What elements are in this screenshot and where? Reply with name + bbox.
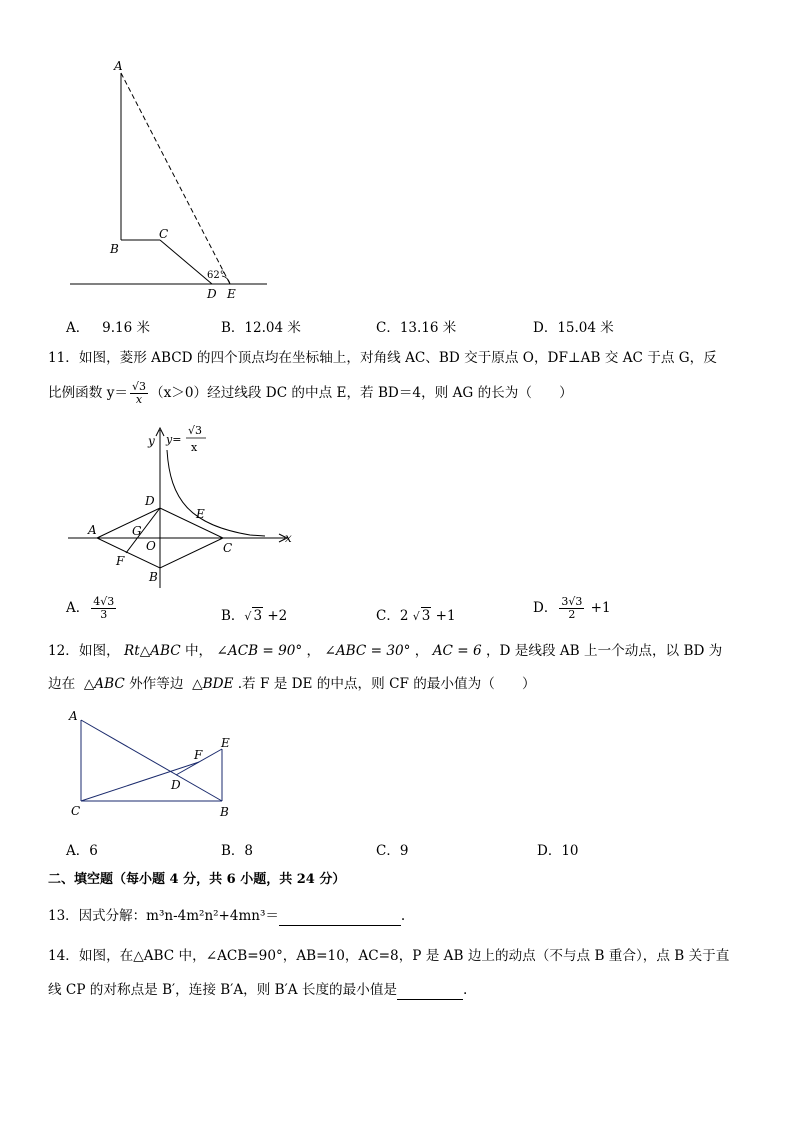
q12-option-a: A．6: [66, 843, 98, 859]
label-e: E: [221, 736, 230, 750]
label-a: A: [88, 523, 97, 537]
section-heading: 二、填空题（每小题 4 分，共 6 小题，共 24 分）: [48, 872, 346, 887]
q10-option-c: C．13.16 米: [376, 320, 457, 336]
label-f: F: [194, 748, 203, 762]
label-b: B: [149, 570, 158, 584]
label-y: y: [148, 434, 155, 448]
figure-q12: [60, 702, 250, 827]
segment-cf: [81, 762, 199, 801]
label-d: D: [145, 494, 155, 508]
label-e: E: [227, 287, 236, 301]
q10-option-b: B．12.04 米: [221, 320, 301, 336]
label-eq-num: √3: [188, 424, 203, 437]
segment-ae-dashed: [121, 73, 230, 284]
label-d: D: [171, 778, 181, 792]
q13-text: 13．因式分解：m³n-4m²n²+4mn³＝ .: [48, 908, 406, 924]
q11-inline-fraction: $\frac{√3}{x}$: [131, 380, 146, 406]
q11-option-c: C．2 √ 3 +1: [376, 608, 456, 624]
label-g: G: [132, 524, 142, 538]
q12-text-line2: 边在 △ABC 外作等边 △BDE .若 F 是 DE 的中点，则 CF 的最小值为（ ）: [48, 676, 536, 692]
label-b: B: [110, 242, 119, 256]
segment-cd: [160, 240, 212, 284]
label-c: C: [223, 541, 233, 555]
hyperbola: [167, 450, 265, 536]
q14-text-line2: 线 CP 的对称点是 B′，连接 B′A，则 B′A 长度的最小值是 .: [48, 982, 468, 998]
q12-text-line1: 12．如图， Rt△ABC 中， ∠ACB = 90° ， ∠ABC = 30° ， AC = 6 ，D 是线段 AB 上一个动点，以 BD 为: [48, 643, 723, 659]
q11-text-line2: 比例函数 y＝ $\frac{√3}{x}$ （x＞0）经过线段 DC 的中点 E，若 BD＝4，则 AG 的长为（ ）: [48, 380, 573, 406]
q11-option-a: A． $\frac{4√3}{3}$: [66, 595, 115, 621]
label-a: A: [69, 709, 78, 723]
label-eq-den: x: [191, 441, 198, 454]
q12-option-b: B．8: [221, 843, 254, 859]
q13-answer-blank: [279, 909, 401, 926]
label-angle: 62°: [207, 270, 225, 281]
label-c: C: [159, 227, 169, 241]
label-f: F: [116, 554, 125, 568]
label-o: O: [146, 539, 156, 553]
label-e: E: [196, 507, 205, 521]
q11-option-b: B．√ 3 +2: [221, 608, 288, 624]
label-eq-prefix: y=: [166, 433, 182, 446]
q10-option-a: A． 9.16 米: [66, 320, 150, 336]
label-d: D: [207, 287, 217, 301]
label-a: A: [114, 59, 123, 73]
figure-q11: [60, 420, 310, 590]
q14-answer-blank: [397, 983, 463, 1000]
q11-option-d: D． $\frac{3√3}{2}$ +1: [533, 595, 611, 621]
q14-text-line1: 14．如图，在△ABC 中，∠ACB=90°，AB=10，AC=8，P 是 AB 边上的动点（不与点 B 重合），点 B 关于直: [48, 948, 730, 964]
q12-option-d: D．10: [537, 843, 579, 859]
q10-option-d: D．15.04 米: [533, 320, 614, 336]
figure-q10: [60, 55, 280, 305]
q11-text-line1: 11．如图，菱形 ABCD 的四个顶点均在坐标轴上，对角线 AC、BD 交于原点 O，DF⊥AB 交 AC 于点 G，反: [48, 350, 717, 366]
q12-option-c: C．9: [376, 843, 409, 859]
label-c: C: [71, 804, 81, 818]
label-b: B: [220, 805, 229, 819]
label-x: x: [285, 531, 292, 545]
